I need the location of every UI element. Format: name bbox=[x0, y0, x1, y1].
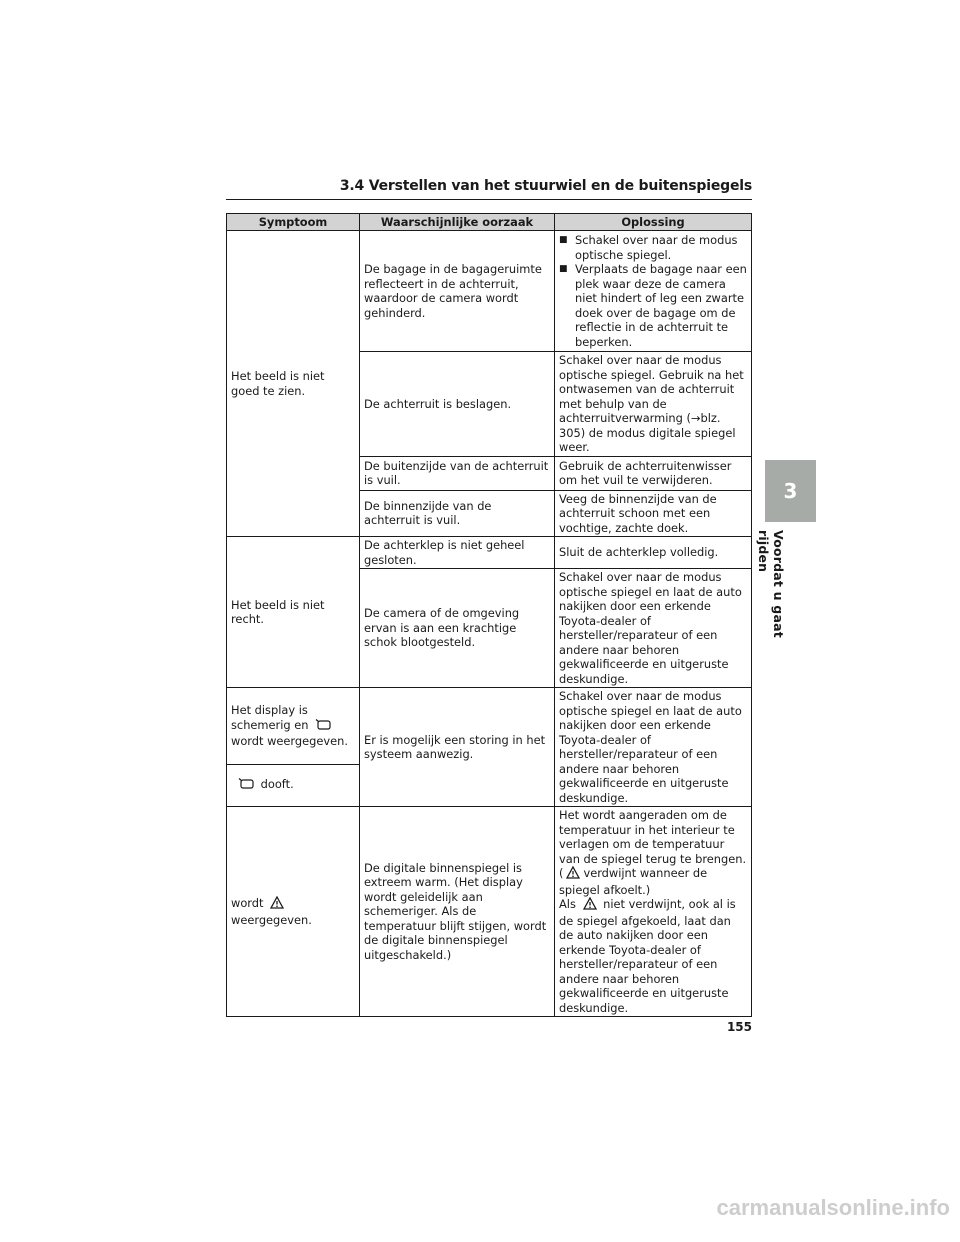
chapter-label: Voordat u gaat rijden bbox=[756, 530, 786, 638]
symptom-text: Het display is schemerig en bbox=[231, 703, 309, 732]
solution-text: ( bbox=[559, 866, 564, 880]
list-item bbox=[559, 262, 747, 349]
warning-triangle-icon bbox=[270, 896, 284, 913]
solution-cell bbox=[555, 807, 752, 1017]
column-header-solution: Oplossing bbox=[555, 214, 752, 231]
symptom-text: weergegeven. bbox=[231, 912, 312, 927]
digital-mirror-icon bbox=[315, 719, 331, 735]
troubleshooting-table bbox=[226, 213, 752, 1017]
bullet-square-icon: ■ bbox=[559, 235, 568, 245]
warning-triangle-icon bbox=[583, 897, 597, 914]
solution-cell bbox=[555, 231, 752, 352]
cause-cell: De buitenzijde van de achterruit is vuil. bbox=[360, 456, 555, 490]
cause-cell: De camera of de omgeving ervan is aan een krachtige schok blootgesteld. bbox=[360, 569, 555, 688]
solution-cell: Sluit de achterklep volledig. bbox=[555, 537, 752, 569]
symptom-text: wordt weergegeven. bbox=[231, 734, 348, 749]
symptom-cell bbox=[227, 764, 360, 806]
column-header-cause: Waarschijnlijke oorzaak bbox=[360, 214, 555, 231]
column-header-symptom: Symptoom bbox=[227, 214, 360, 231]
table-row bbox=[227, 688, 752, 765]
symptom-text: dooft. bbox=[260, 777, 294, 792]
bullet-text: Schakel over naar de modus optische spiegel. bbox=[575, 233, 738, 262]
solution-cell: Schakel over naar de modus optische spiegel en laat de auto nakijken door een erkende Toyota-dealer of hersteller/reparateur of een andere naar behoren gekwalificeerde en uitgeruste deskundige. bbox=[555, 688, 752, 807]
solution-cell: Schakel over naar de modus optische spiegel en laat de auto nakijken door een erkende Toyota-dealer of hersteller/reparateur of een andere naar behoren gekwalificeerde en uitgeruste deskundige. bbox=[555, 569, 752, 688]
digital-mirror-icon bbox=[238, 778, 254, 794]
solution-text: niet verdwijnt, ook al is de spiegel afgekoeld, laat dan de auto nakijken door een erkende Toyota-dealer of hersteller/reparateur of een andere naar behoren gekwalificeerde en uitgeruste deskundige. bbox=[559, 897, 736, 1015]
warning-triangle-icon bbox=[566, 866, 580, 883]
solution-paragraph bbox=[559, 866, 747, 897]
table-header-row bbox=[227, 214, 752, 231]
chapter-tab[interactable]: 3 bbox=[765, 460, 816, 522]
solution-cell: Veeg de binnenzijde van de achterruit schoon met een vochtige, zachte doek. bbox=[555, 490, 752, 537]
solution-paragraph: Het wordt aangeraden om de temperatuur in het interieur te verlagen om de temperatuur van de spiegel terug te brengen. bbox=[559, 808, 747, 866]
cause-cell: De bagage in de bagageruimte reflecteert in de achterruit, waardoor de camera wordt gehinderd. bbox=[360, 231, 555, 352]
table-row bbox=[227, 807, 752, 1017]
header-rule bbox=[226, 199, 752, 200]
symptom-cell: Het beeld is niet recht. bbox=[227, 537, 360, 688]
cause-cell: De achterklep is niet geheel gesloten. bbox=[360, 537, 555, 569]
cause-cell: De achterruit is beslagen. bbox=[360, 352, 555, 457]
solution-paragraph bbox=[559, 897, 747, 1015]
symptom-text: wordt bbox=[231, 896, 264, 910]
table-row bbox=[227, 537, 752, 569]
solution-text: Als bbox=[559, 897, 576, 911]
table-row bbox=[227, 231, 752, 352]
list-item bbox=[559, 233, 747, 262]
section-header: 3.4 Verstellen van het stuurwiel en de buitenspiegels bbox=[339, 178, 752, 194]
solution-cell: Schakel over naar de modus optische spiegel. Gebruik na het ontwasemen van de achterruit met behulp van de achterruitverwarming (→blz. 305) de modus digitale spiegel weer. bbox=[555, 352, 752, 457]
page-number: 155 bbox=[726, 1020, 752, 1034]
symptom-cell: Het beeld is niet goed te zien. bbox=[227, 231, 360, 537]
watermark: carmanualsonline.info bbox=[716, 1195, 950, 1220]
cause-cell: De digitale binnenspiegel is extreem warm. (Het display wordt geleidelijk aan schemeriger. Als de temperatuur blijft stijgen, wordt de digitale binnenspiegel uitgeschakeld.) bbox=[360, 807, 555, 1017]
cause-cell: De binnenzijde van de achterruit is vuil. bbox=[360, 490, 555, 537]
solution-cell: Gebruik de achterruitenwisser om het vuil te verwijderen. bbox=[555, 456, 752, 490]
symptom-cell bbox=[227, 688, 360, 765]
cause-cell: Er is mogelijk een storing in het systeem aanwezig. bbox=[360, 688, 555, 807]
symptom-cell bbox=[227, 807, 360, 1017]
bullet-text: Verplaats de bagage naar een plek waar deze de camera niet hindert of leg een zwarte doek over de bagage om de reflectie in de achterruit te beperken. bbox=[575, 262, 747, 349]
bullet-square-icon: ■ bbox=[559, 264, 568, 274]
solution-text: verdwijnt wanneer de spiegel afkoelt.) bbox=[559, 866, 708, 897]
